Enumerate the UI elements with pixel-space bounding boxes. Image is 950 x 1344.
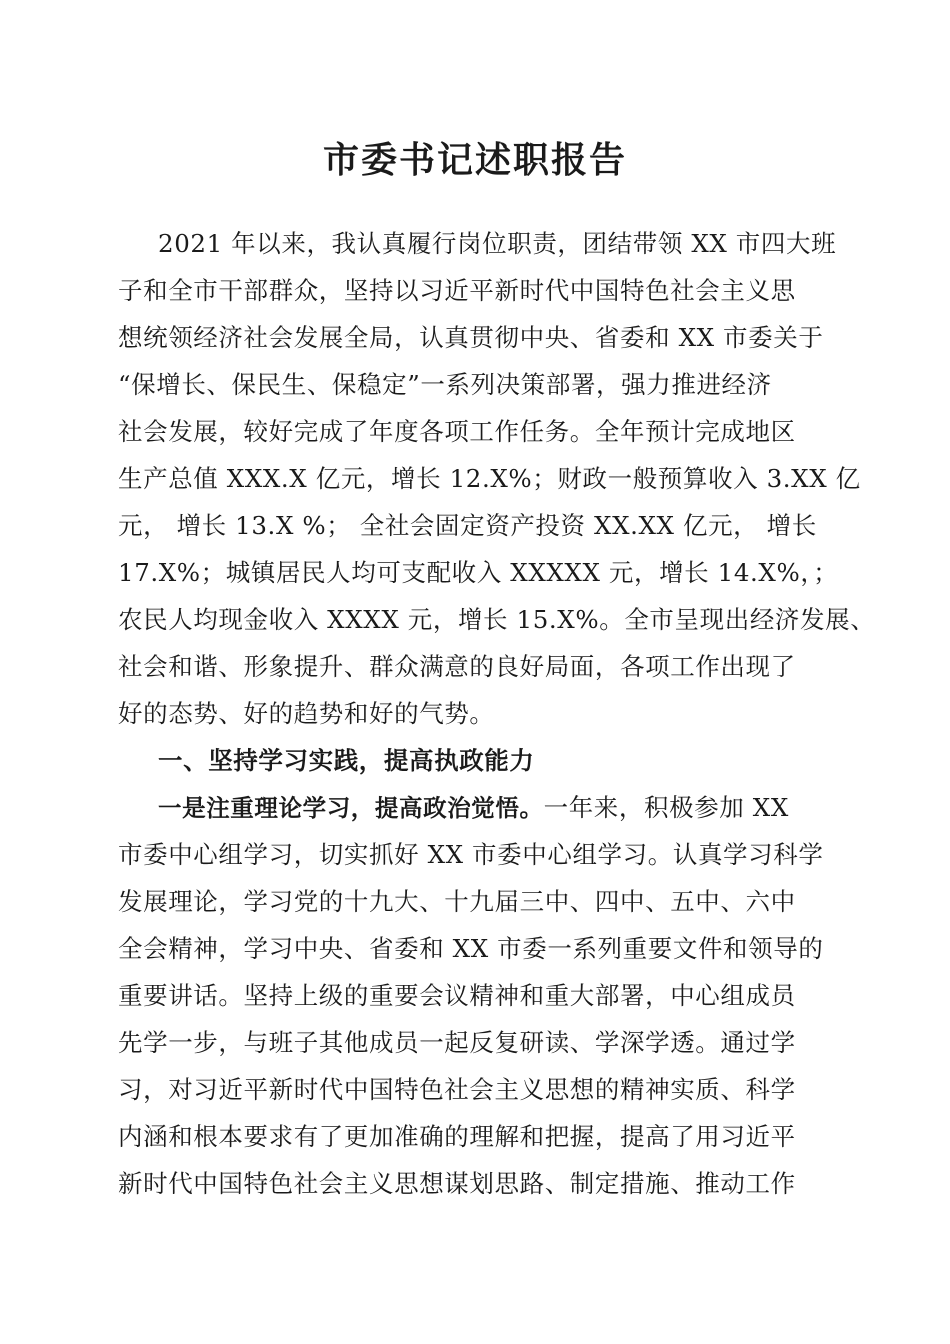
intro-line: 社会和谐、形象提升、群众满意的良好局面，各项工作出现了: [118, 652, 796, 681]
subsection-line: 重要讲话。坚持上级的重要会议精神和重大部署，中心组成员: [118, 981, 796, 1010]
subsection-line: 全会精神，学习中央、省委和 XX 市委一系列重要文件和领导的: [118, 934, 824, 963]
intro-line: 子和全市干部群众，坚持以习近平新时代中国特色社会主义思: [118, 276, 796, 305]
intro-line: 生产总值 XXX.X 亿元，增长 12.X%；财政一般预算收入 3.XX 亿: [118, 464, 861, 493]
intro-line: 社会发展，较好完成了年度各项工作任务。全年预计完成地区: [118, 417, 796, 446]
subsection-first-line: [118, 784, 828, 831]
subsection-line: 内涵和根本要求有了更加准确的理解和把握，提高了用习近平: [118, 1122, 796, 1151]
intro-line: 2021 年以来，我认真履行岗位职责，团结带领 XX 市四大班: [158, 229, 837, 258]
subsection-line: 新时代中国特色社会主义思想谋划思路、制定措施、推动工作: [118, 1169, 796, 1198]
subsection-line: 先学一步，与班子其他成员一起反复研读、学深学透。通过学: [118, 1028, 796, 1057]
subsection-first-line-rest: 一年来，积极参加 XX: [543, 793, 789, 822]
intro-line: 元， 增长 13.X %； 全社会固定资产投资 XX.XX 亿元， 增长: [118, 511, 817, 540]
subsection-line: 习，对习近平新时代中国特色社会主义思想的精神实质、科学: [118, 1075, 796, 1104]
document-body: [118, 220, 876, 1207]
intro-line: 好的态势、好的趋势和好的气势。: [118, 699, 495, 728]
document-title: 市委书记述职报告: [322, 139, 627, 181]
section-heading: 一、坚持学习实践，提高执政能力: [158, 746, 535, 775]
subsection-line: 市委中心组学习，切实抓好 XX 市委中心组学习。认真学习科学: [118, 840, 824, 869]
subsection-lead: 一是注重理论学习，提高政治觉悟。: [158, 794, 544, 822]
intro-line: 农民人均现金收入 XXXX 元，增长 15.X%。全市呈现出经济发展、: [118, 605, 876, 634]
intro-line: “保增长、保民生、保稳定”一系列决策部署，强力推进经济: [118, 370, 772, 399]
intro-line: 17.X%；城镇居民人均可支配收入 XXXXX 元，增长 14.X%，；: [118, 558, 839, 587]
intro-line: 想统领经济社会发展全局，认真贯彻中央、省委和 XX 市委关于: [118, 323, 824, 352]
subsection-line: 发展理论，学习党的十九大、十九届三中、四中、五中、六中: [118, 887, 796, 916]
